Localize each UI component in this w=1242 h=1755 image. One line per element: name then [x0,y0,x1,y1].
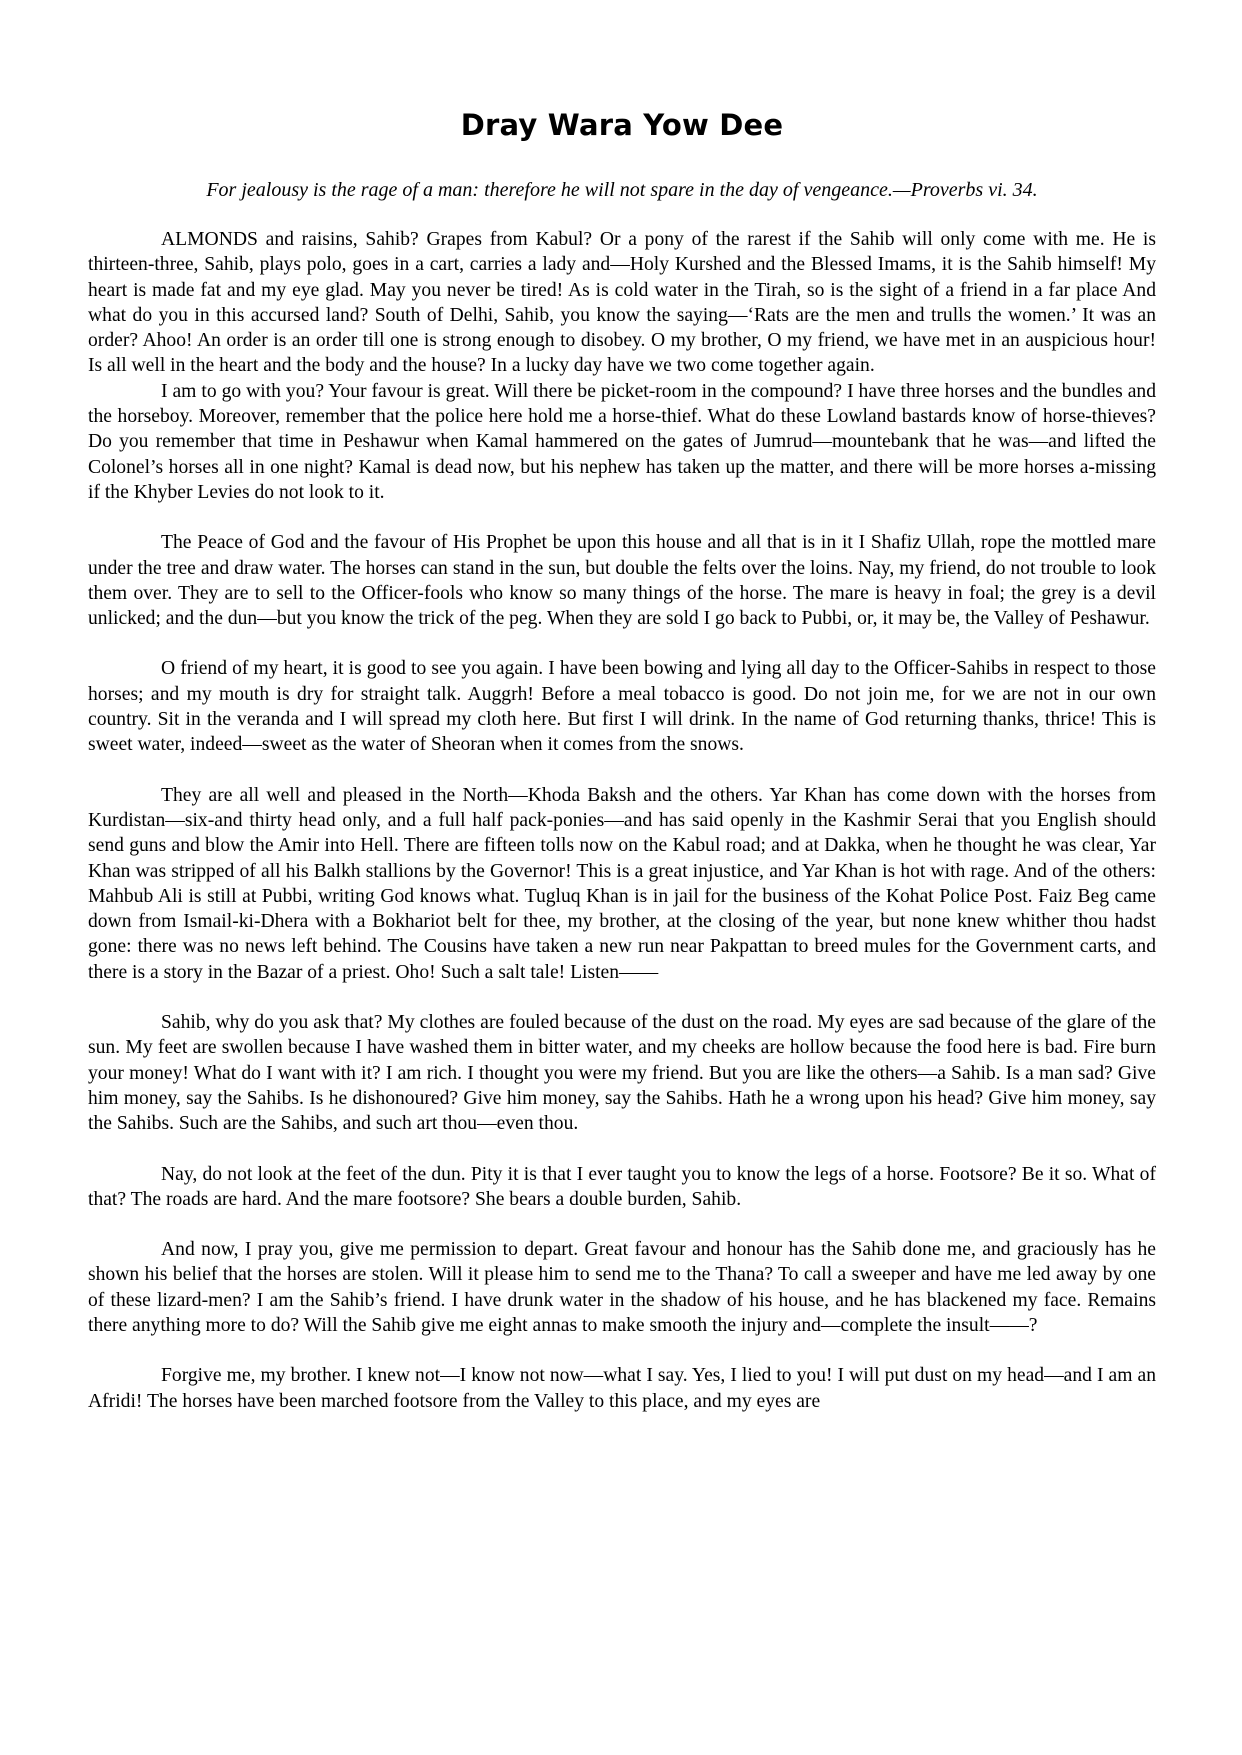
paragraph-1: ALMONDS and raisins, Sahib? Grapes from Kabul? Or a pony of the rarest if the Sahib will only come with me. He is thirteen-three, Sahib, plays polo, goes in a cart, carries a lady and—Holy Kurshed and the Blessed Imams, it is the Sahib himself! My heart is made fat and my eye glad. May you never be tired! As is cold water in the Tirah, so is the sight of a friend in a far place And what do you in this accursed land? South of Delhi, Sahib, you know the saying—‘Rats are the men and trulls the women.’ It was an order? Ahoo! An order is an order till one is strong enough to disobey. O my brother, O my friend, we have met in an auspicious hour! Is all well in the heart and the body and the house? In a lucky day have we two come together again. [88,229,1156,377]
paragraph-5: They are all well and pleased in the North—Khoda Baksh and the others. Yar Khan has come down with the horses from Kurdistan—six-and thirty head only, and a full half pack-ponies—and has said openly in the Kashmir Serai that you English should send guns and blow the Amir into Hell. There are fifteen tolls now on the Kabul road; and at Dakka, when he thought he was clear, Yar Khan was stripped of all his Balkh stallions by the Governor! This is a great injustice, and Yar Khan is hot with rage. And of the others: Mahbub Ali is still at Pubbi, writing God knows what. Tugluq Khan is in jail for the business of the Kohat Police Post. Faiz Beg came down from Ismail-ki-Dhera with a Bokhariot belt for thee, my brother, at the closing of the year, but none knew whither thou hadst gone: there was no news left behind. The Cousins have taken a new run near Pakpattan to breed mules for the Government carts, and there is a story in the Bazar of a priest. Oho! Such a salt tale! Listen—— [88,784,1156,983]
paragraph-4: O friend of my heart, it is good to see you again. I have been bowing and lying all day to the Officer-Sahibs in respect to those horses; and my mouth is dry for straight talk. Auggrh! Before a meal tobacco is good. Do not join me, for we are not in our own country. Sit in the veranda and I will spread my cloth here. But first I will drink. In the name of God returning thanks, thrice! This is sweet water, indeed—sweet as the water of Sheoran when it comes from the snows. [88,658,1156,756]
page-title: Dray Wara Yow Dee [460,108,784,142]
paragraph-8: And now, I pray you, give me permission to depart. Great favour and honour has the Sahib done me, and graciously has he shown his belief that the horses are stolen. Will it please him to send me to the Thana? To call a sweeper and have me led away by one of these lizard-men? I am the Sahib’s friend. I have drunk water in the shadow of his house, and he has blackened my face. Remains there anything more to do? Will the Sahib give me eight annas to make smooth the injury and—complete the insult——? [88,1239,1156,1336]
paragraph-2: I am to go with you? Your favour is great. Will there be picket-room in the compound? I have three horses and the bundles and the horseboy. Moreover, remember that the police here hold me a horse-thief. What do these Lowland bastards know of horse-thieves? Do you remember that time in Peshawur when Kamal hammered on the gates of Jumrud—mountebank that he was—and lifted the Colonel’s horses all in one night? Kamal is dead now, but his nephew has taken up the matter, and there will be more horses a-missing if the Khyber Levies do not look to it. [88,380,1156,503]
paragraph-7: Nay, do not look at the feet of the dun. Pity it is that I ever taught you to know the legs of a horse. Footsore? Be it so. What of that? The roads are hard. And the mare footsore? She bears a double burden, Sahib. [88,1163,1156,1210]
paragraph-6: Sahib, why do you ask that? My clothes are fouled because of the dust on the road. My eyes are sad because of the glare of the sun. My feet are swollen because I have washed them in bitter water, and my cheeks are hollow because the food here is bad. Fire burn your money! What do I want with it? I am rich. I thought you were my friend. But you are like the others—a Sahib. Is a man sad? Give him money, say the Sahibs. Is he dishonoured? Give him money, say the Sahibs. Hath he a wrong upon his head? Give him money, say the Sahibs. Such are the Sahibs, and such art thou—even thou. [88,1012,1156,1135]
paragraph-9: Forgive me, my brother. I knew not—I know not now—what I say. Yes, I lied to you! I will put dust on my head—and I am an Afridi! The horses have been marched footsore from the Valley to this place, and my eyes are [88,1365,1156,1412]
paragraph-3: The Peace of God and the favour of His Prophet be upon this house and all that is in it I Shafiz Ullah, rope the mottled mare under the tree and draw water. The horses can stand in the sun, but double the felts over the loins. Nay, my friend, do not trouble to look them over. They are to sell to the Officer-fools who know so many things of the horse. The mare is heavy in foal; the grey is a devil unlicked; and the dun—but you know the trick of the peg. When they are sold I go back to Pubbi, or, it may be, the Valley of Peshawur. [88,532,1156,630]
epigraph: For jealousy is the rage of a man: therefore he will not spare in the day of vengeance.—Proverbs vi. 34. [206,179,1038,201]
